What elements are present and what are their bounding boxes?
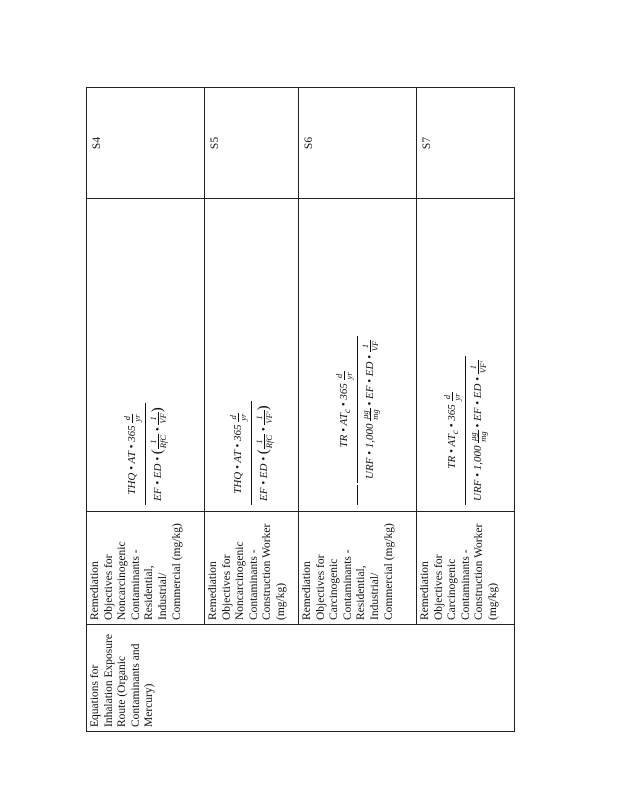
rotated-page	[86, 128, 514, 732]
description-cell	[205, 512, 299, 625]
equation-ref: S6	[303, 136, 315, 150]
group-label-cell	[205, 625, 299, 732]
equation-s5: THQ • AT • 365 d yr EF • ED • ( 1 RfC • 1 VF' )	[245, 401, 257, 505]
equation-ref: S7	[421, 136, 433, 150]
description-cell	[87, 512, 205, 625]
equations-table	[86, 87, 515, 732]
group-label-cell	[299, 625, 417, 732]
equation-s7: TR • $AT_c$ • 365 d yr URF • 1,000 μg mg • EF • ED • 1 VF'	[459, 356, 471, 505]
row-description: Remediation Objectives for Carcinogenic Contaminants - Residential, Industrial/ Commercial (mg/kg)	[301, 523, 395, 620]
equation-cell	[417, 199, 515, 512]
equation-s4: THQ • AT • 365 d yr EF • ED • ( 1 RfC • 1 VF )	[139, 403, 151, 505]
group-label-cell	[417, 625, 515, 732]
table-row	[417, 88, 515, 732]
description-cell	[299, 512, 417, 625]
ref-cell	[299, 88, 417, 199]
description-cell	[417, 512, 515, 625]
equation-cell	[87, 199, 205, 512]
equation-s6: TR • $AT_c$ • 365 d yr URF • 1,000 μg mg • EF • ED • 1 VF	[351, 336, 363, 505]
table-row	[205, 88, 299, 732]
equation-ref: S5	[209, 136, 221, 150]
row-description: Remediation Objectives for Noncarcinogenic Contaminants - Construction Worker (mg/kg)	[207, 523, 287, 620]
row-description: Remediation Objectives for Carcinogenic Contaminants - Construction Worker (mg/kg)	[419, 523, 499, 620]
equation-cell	[299, 199, 417, 512]
ref-cell	[417, 88, 515, 199]
equation-cell	[205, 199, 299, 512]
row-description: Remediation Objectives for Noncarcinogenic Contaminants - Residential, Industrial/ Commercial (mg/kg)	[89, 523, 183, 620]
equation-ref: S4	[91, 136, 103, 150]
table-row	[299, 88, 417, 732]
group-label: Equations for Inhalation Exposure Route (Organic Contaminants and Mercury)	[89, 634, 156, 727]
table-row	[87, 88, 205, 732]
ref-cell	[205, 88, 299, 199]
ref-cell	[87, 88, 205, 199]
group-label-cell	[87, 625, 205, 732]
